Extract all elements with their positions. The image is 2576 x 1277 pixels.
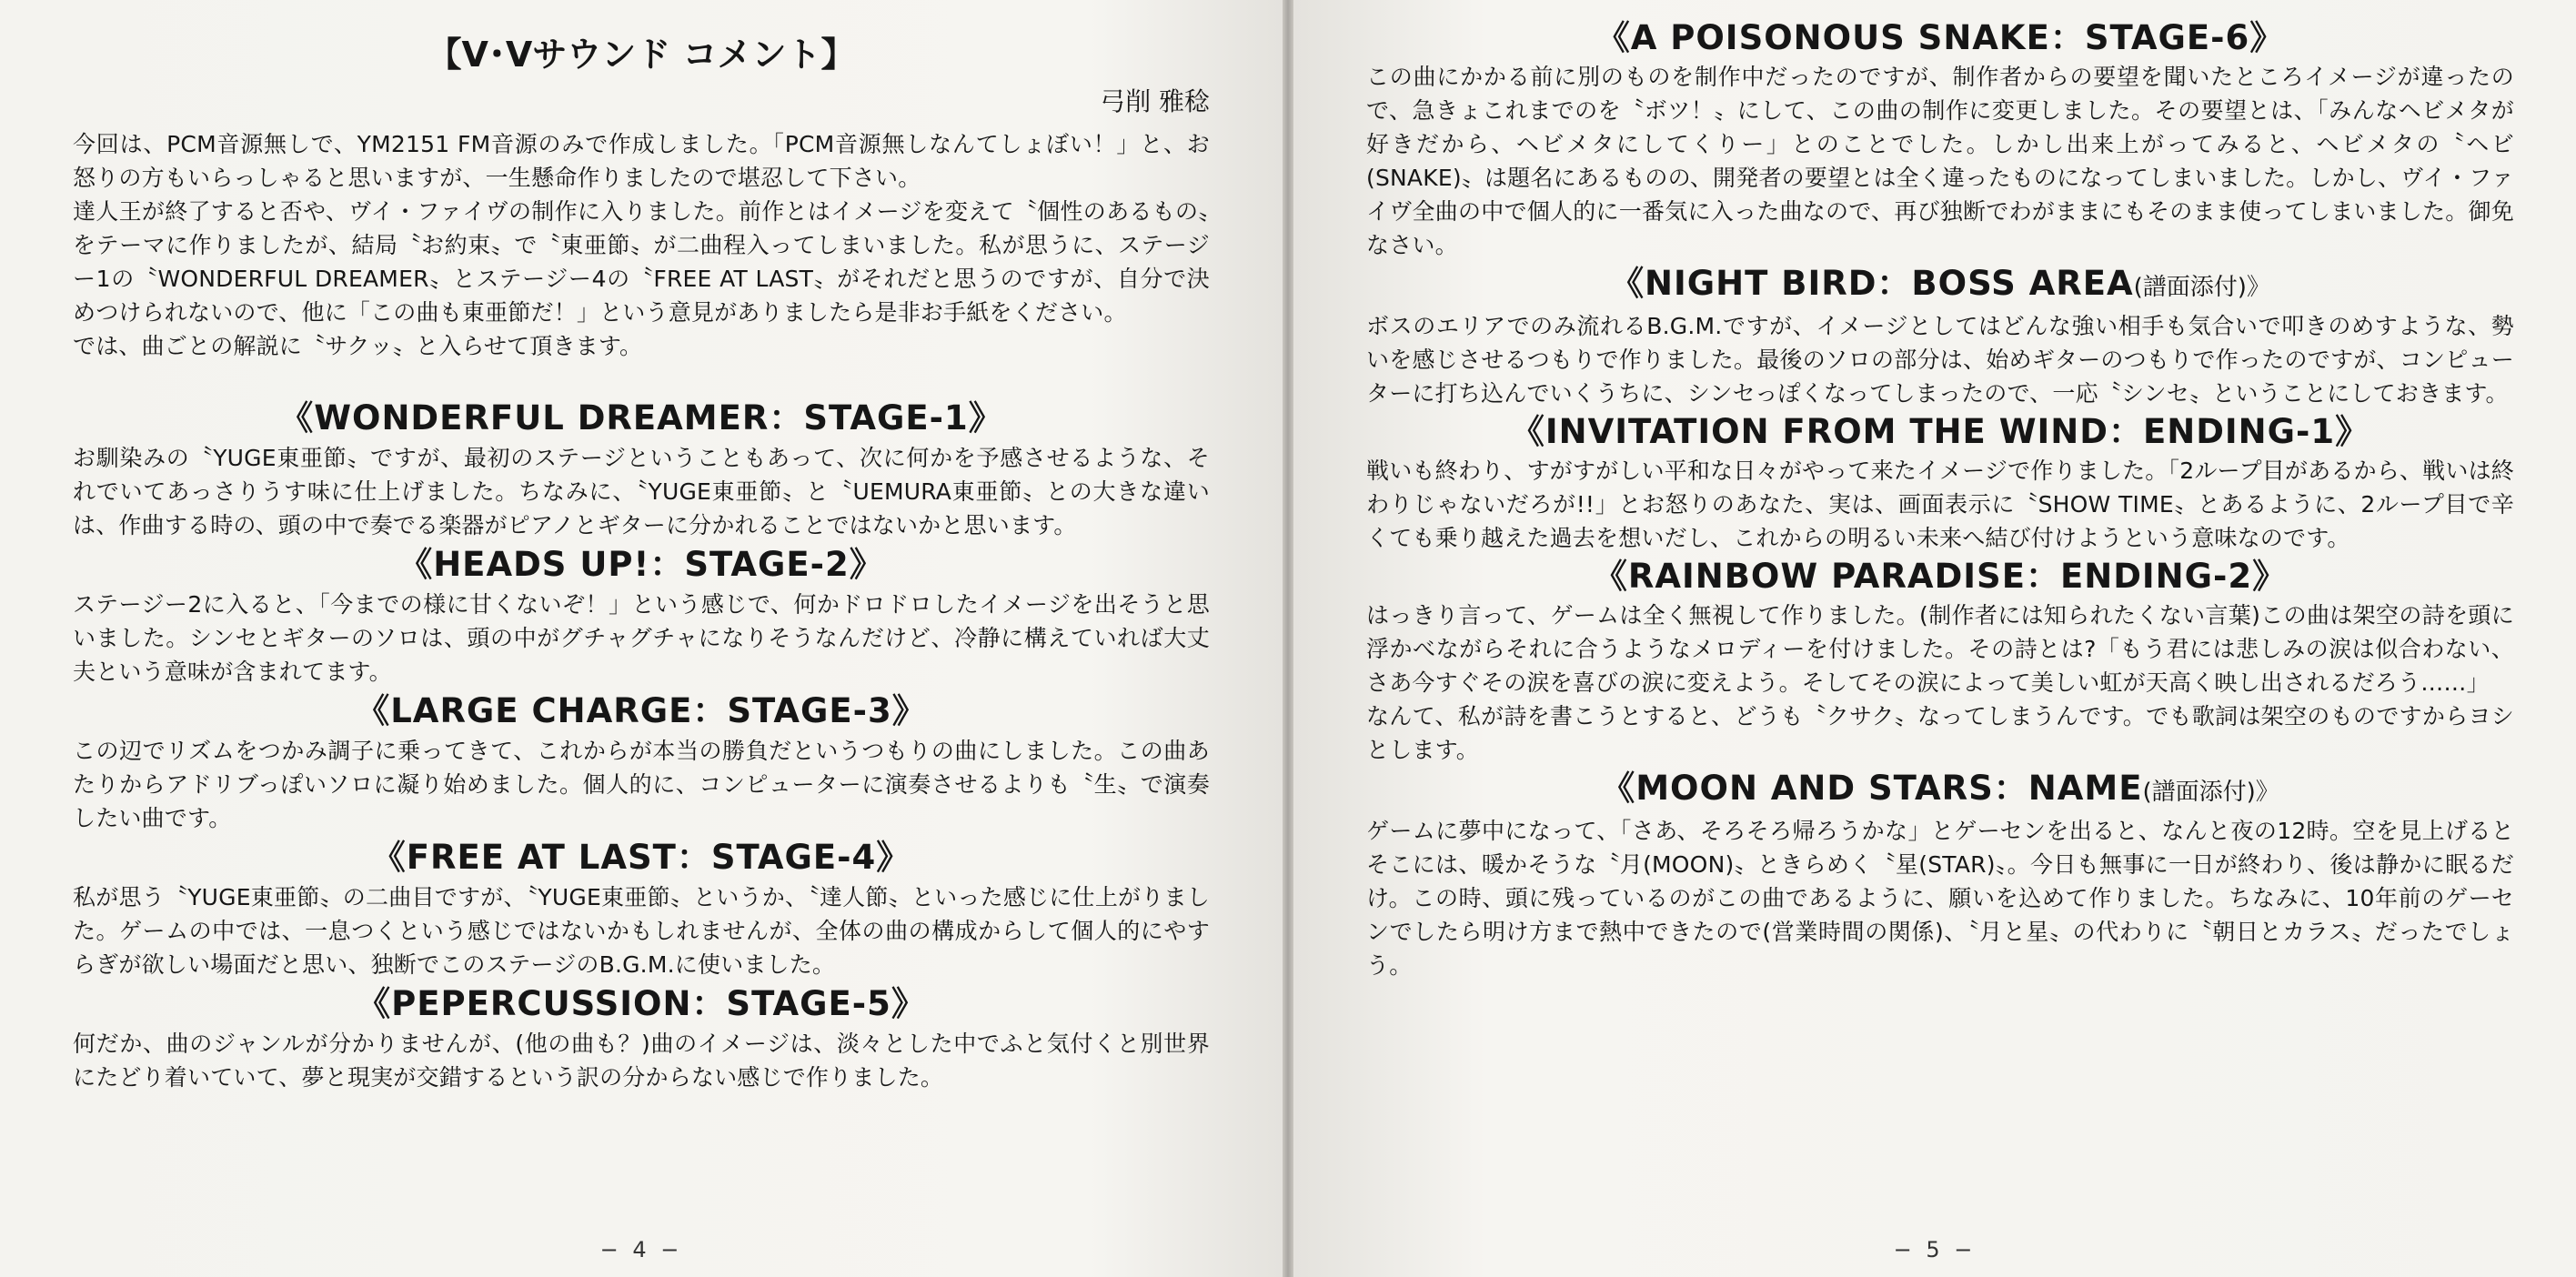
track-comment: 私が思う〝YUGE東亜節〟の二曲目ですが、〝YUGE東亜節〟というか、〝達人節〟といった感じに仕上がりました。ゲームの中では、一息つくという感じではないかもしれませんが、全体の曲の構成からして個人的にやすらぎが欲しい場面だと思い、独断でこのステージのB.G.M.に使いました。 xyxy=(73,884,1210,978)
track-title xyxy=(1366,767,2514,814)
score-attached-note: (譜面添付)》 xyxy=(2133,274,2270,301)
track-comment: ボスのエリアでのみ流れるB.G.M.ですが、イメージとしてはどんな強い相手も気合いで叩きのめすような、勢いを感じさせるつもりで作りました。最後のソロの部分は、始めギターのつもりで作ったのですが、コンピューターに打ち込んでいくうちに、シンセっぽくなってしまったので、一応〝シンセ〟ということにしておきます。 xyxy=(1366,313,2514,407)
track-comment-continued: なんて、私が詩を書こうとすると、どうも〝クサク〟なってしまうんです。でも歌詞は架空のものですからヨシとします。 xyxy=(1366,703,2514,763)
track-comment: ゲームに夢中になって、「さあ、そろそろ帰ろうかな」とゲーセンを出ると、なんと夜の12時。空を見上げるとそこには、暖かそうな〝月(MOON)〟ときらめく〝星(STAR)〟。今日も無事に一日が終わり、後は静かに眠るだけ。この時、頭に残っているのがこの曲であるように、願いを込めて作りました。ちなみに、10年前のゲーセンでしたら明け方まで熱中できたので(営業時間の関係)、〝月と星〟の代わりに〝朝日とカラス〟だったでしょう。 xyxy=(1366,818,2514,979)
track-title-text: 《RAINBOW PARADISE：ENDING-2》 xyxy=(1593,557,2288,596)
document-title: 【V･Ⅴサウンド コメント】 xyxy=(427,35,856,75)
track-title: 《LARGE CHARGE：STAGE-3》 xyxy=(356,691,927,730)
track-title xyxy=(1366,262,2514,309)
book-gutter xyxy=(1283,0,1293,1277)
track-comment: ステージー2に入ると、「今までの様に甘くないぞ！」という感じで、何かドロドロしたイメージを出そうと思いました。シンセとギターのソロは、頭の中がグチャグチャになりそうなんだけど、冷静に構えていれば大丈夫という意味が含まれてます。 xyxy=(73,591,1210,685)
page-number: − 5 − xyxy=(1893,1237,1977,1262)
track-title xyxy=(1366,555,2514,598)
track-title-text: 《A POISONOUS SNAKE：STAGE-6》 xyxy=(1595,18,2285,57)
intro-paragraph: では、曲ごとの解説に〝サクッ〟と入らせて頂きます。 xyxy=(73,333,643,359)
page-5 xyxy=(1293,0,2576,1277)
track-comment: 何だか、曲のジャンルが分かりませんが、(他の曲も？)曲のイメージは、淡々とした中でふと気付くと別世界にたどり着いていて、夢と現実が交錯するという訳の分からない感じで作りました。 xyxy=(73,1031,1210,1091)
track-comment: この辺でリズムをつかみ調子に乗ってきて、これからが本当の勝負だというつもりの曲にしました。この曲あたりからアドリブっぽいソロに凝り始めました。個人的に、コンピューターに演奏させるよりも〝生〟で演奏したい曲です。 xyxy=(73,738,1210,831)
track-title-text: 《NIGHT BIRD：BOSS AREA xyxy=(1610,264,2134,303)
track-title: 《FREE AT LAST：STAGE-4》 xyxy=(371,838,911,877)
track-title xyxy=(1366,410,2514,454)
page-5-content xyxy=(1366,16,2514,982)
track-comment: お馴染みの〝YUGE東亜節〟ですが、最初のステージということもあって、次に何かを予感させるような、それでいてあっさりうす味に仕上げました。ちなみに、〝YUGE東亜節〟と〝UEMURA東亜節〟との大きな違いは、作曲する時の、頭の中で奏でる楽器がピアノとギターに分かれることではないかと思います。 xyxy=(73,445,1210,538)
track-comment: はっきり言って、ゲームは全く無視して作りました。(制作者には知られたくない言葉)この曲は架空の詩を頭に浮かべながらそれに合うようなメロディーを付けました。その詩とは?「もう君には悲しみの涙は似合わない、さあ今すぐその涙を喜びの涙に変えよう。そしてその涙によって美しい虹が天高く映し出されるだろう……」 xyxy=(1366,602,2514,696)
page-number: − 4 − xyxy=(599,1237,683,1262)
track-title: 《WONDERFUL DREAMER：STAGE-1》 xyxy=(279,398,1003,437)
score-attached-note: (譜面添付)》 xyxy=(2142,779,2279,806)
intro-paragraph: 今回は、PCM音源無しで、YM2151 FM音源のみで作成しました。「PCM音源無しなんてしょぼい！」と、お怒りの方もいらっしゃると思いますが、一生懸命作りましたので堪忍して下さい。 xyxy=(73,131,1210,191)
intro-paragraph: 達人王が終了すると否や、ヴイ・ファイヴの制作に入りました。前作とはイメージを変えて〝個性のあるもの〟をテーマに作りましたが、結局〝お約束〟で〝東亜節〟が二曲程入ってしまいました。私が思うに、ステージー1の〝WONDERFUL DREAMER〟とステージー4の〝FREE AT LAST〟がそれだと思うのですが、自分で決めつけられないので、他に「この曲も東亜節だ！」という意見がありましたら是非お手紙をください。 xyxy=(73,198,1210,326)
spacer xyxy=(73,363,1210,396)
author-name: 弓削 雅稔 xyxy=(1100,86,1210,116)
track-title xyxy=(1366,16,2514,60)
track-title-text: 《MOON AND STARS：NAME xyxy=(1601,769,2143,808)
track-title: 《PEPERCUSSION：STAGE-5》 xyxy=(357,984,926,1023)
page-4 xyxy=(0,0,1283,1277)
page-4-content xyxy=(73,27,1210,1094)
track-comment: 戦いも終わり、すがすがしい平和な日々がやって来たイメージで作りました。「2ループ目があるから、戦いは終わりじゃないだろが!!」とお怒りのあなた、実は、画面表示に〝SHOW TIME〟とあるように、2ループ目で辛くても乗り越えた過去を想いだし、これからの明るい未来へ結び付けようという意味なのです。 xyxy=(1366,458,2514,551)
track-comment: この曲にかかる前に別のものを制作中だったのですが、制作者からの要望を聞いたところイメージが違ったので、急きょこれまでのを〝ボツ！〟にして、この曲の制作に変更しました。その要望とは、「みんなヘビメタが好きだから、ヘビメタにしてくりー」とのことでした。しかし出来上がってみると、ヘビメタの〝ヘビ(SNAKE)〟は題名にあるものの、開発者の要望とは全く違ったものになってしまいました。しかし、ヴイ・ファイヴ全曲の中で個人的に一番気に入った曲なので、再び独断でわがままにもそのまま使ってしまいました。御免なさい。 xyxy=(1366,64,2514,258)
track-title: 《HEADS UP!：STAGE-2》 xyxy=(398,545,884,584)
track-title-text: 《INVITATION FROM THE WIND：ENDING-1》 xyxy=(1510,412,2370,451)
